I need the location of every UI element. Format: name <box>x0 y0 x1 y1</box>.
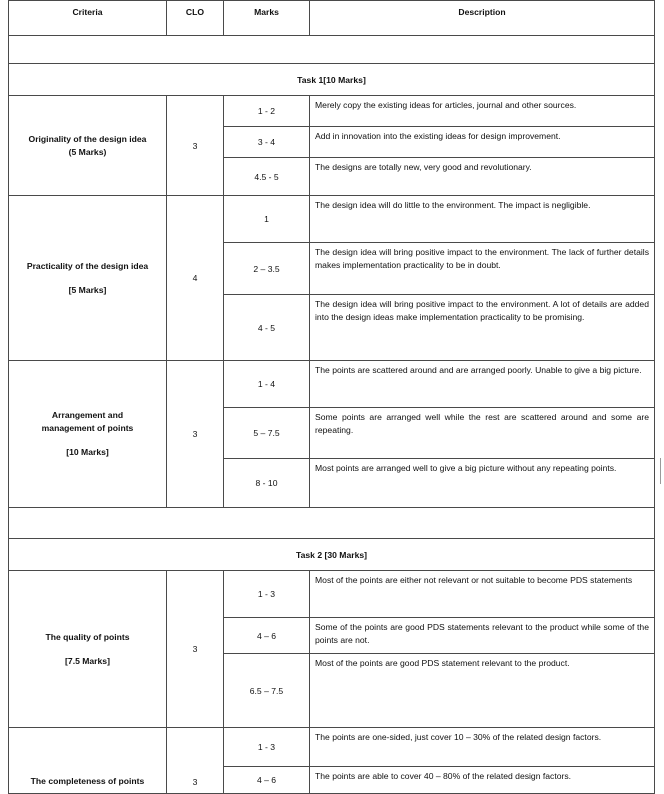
description-cell: The design idea will bring positive impact to the environment. The lack of further details makes implementation practicality to be in doubt. <box>310 243 655 295</box>
rubric-table <box>8 0 655 794</box>
description-cell: The points are scattered around and are arranged poorly. Unable to give a big picture. <box>310 361 655 408</box>
clo-value: 3 <box>167 96 224 196</box>
marks-range: 8 - 10 <box>224 459 310 508</box>
description-cell: The design idea will bring positive impact to the environment. A lot of details are added into the design ideas make implementation practicality to be promising. <box>310 295 655 361</box>
description-cell: Add in innovation into the existing ideas for design improvement. <box>310 127 655 158</box>
marks-range: 1 <box>224 196 310 243</box>
table-row <box>9 571 655 618</box>
description-cell: The designs are totally new, very good and revolutionary. <box>310 158 655 196</box>
marks-range: 1 - 3 <box>224 571 310 618</box>
marks-range: 4 – 6 <box>224 618 310 654</box>
criteria-originality: Originality of the design idea (5 Marks) <box>9 96 167 196</box>
marks-range: 4 - 5 <box>224 295 310 361</box>
marks-range: 5 – 7.5 <box>224 408 310 459</box>
marks-range: 3 - 4 <box>224 127 310 158</box>
scroll-edge-marker <box>660 458 664 484</box>
description-cell: Some points are arranged well while the rest are scattered around and some are repeating. <box>310 408 655 459</box>
clo-value: 4 <box>167 196 224 361</box>
task2-title-row <box>9 539 655 571</box>
header-row <box>9 1 655 36</box>
description-cell: Most of the points are either not relevant or not suitable to become PDS statements <box>310 571 655 618</box>
header-description: Description <box>310 1 655 36</box>
criteria-quality: The quality of points [7.5 Marks] <box>9 571 167 728</box>
marks-range: 4 – 6 <box>224 767 310 794</box>
clo-value: 3 <box>167 361 224 508</box>
clo-value: 3 <box>167 728 224 794</box>
criteria-arrangement: Arrangement and management of points [10 Marks] <box>9 361 167 508</box>
header-marks: Marks <box>224 1 310 36</box>
header-clo: CLO <box>167 1 224 36</box>
task2-title: Task 2 [30 Marks] <box>9 539 655 571</box>
spacer-row <box>9 36 655 64</box>
marks-range: 6.5 – 7.5 <box>224 654 310 728</box>
marks-range: 1 - 2 <box>224 96 310 127</box>
description-cell: The points are able to cover 40 – 80% of the related design factors. <box>310 767 655 794</box>
clo-value: 3 <box>167 571 224 728</box>
header-criteria: Criteria <box>9 1 167 36</box>
task1-title-row <box>9 64 655 96</box>
spacer-row <box>9 508 655 539</box>
criteria-completeness: The completeness of points <box>9 728 167 794</box>
description-cell: The points are one-sided, just cover 10 – 30% of the related design factors. <box>310 728 655 767</box>
table-row <box>9 728 655 767</box>
criteria-practicality: Practicality of the design idea [5 Marks] <box>9 196 167 361</box>
marks-range: 2 – 3.5 <box>224 243 310 295</box>
table-row <box>9 96 655 127</box>
marks-range: 1 - 4 <box>224 361 310 408</box>
task1-title: Task 1[10 Marks] <box>9 64 655 96</box>
table-row <box>9 196 655 243</box>
description-cell: Merely copy the existing ideas for articles, journal and other sources. <box>310 96 655 127</box>
description-cell: The design idea will do little to the environment. The impact is negligible. <box>310 196 655 243</box>
marks-range: 4.5 - 5 <box>224 158 310 196</box>
marks-range: 1 - 3 <box>224 728 310 767</box>
table-row <box>9 361 655 408</box>
description-cell: Most of the points are good PDS statement relevant to the product. <box>310 654 655 728</box>
description-cell: Some of the points are good PDS statements relevant to the product while some of the points are not. <box>310 618 655 654</box>
description-cell: Most points are arranged well to give a big picture without any repeating points. <box>310 459 655 508</box>
